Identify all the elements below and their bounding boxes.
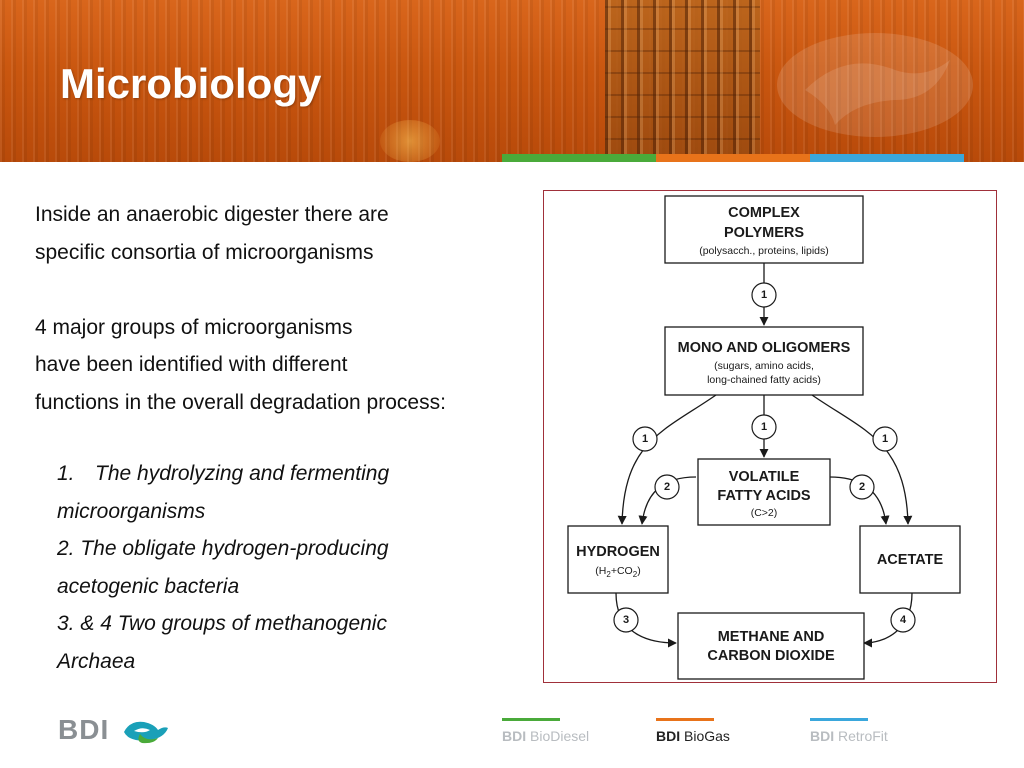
groups-line: functions in the overall degradation process:: [35, 390, 446, 414]
step-label-3: 3: [622, 614, 630, 626]
methane-box: [678, 613, 864, 679]
banner-light-glow: [380, 120, 440, 162]
microorganism-list: [57, 455, 527, 680]
step-label-1: 1: [760, 289, 768, 301]
mono-oligomers-title: MONO AND OLIGOMERS: [677, 340, 851, 356]
brand-bar-blue: [810, 718, 868, 721]
list-item: [57, 455, 527, 493]
methane-title: METHANE AND: [717, 629, 825, 645]
vfa-title: VOLATILE: [728, 469, 800, 485]
header-banner: [0, 0, 1024, 162]
degradation-flow-svg: [544, 191, 998, 684]
groups-line: have been identified with different: [35, 353, 348, 376]
methane-title: CARBON DIOXIDE: [707, 648, 835, 664]
intro-line: specific consortia of microorganisms: [35, 240, 374, 264]
vfa-title: FATTY ACIDS: [717, 488, 811, 504]
list-number: 1.: [57, 462, 75, 485]
brand-bar-orange: [656, 718, 714, 721]
complex-polymers-title: POLYMERS: [723, 225, 805, 241]
step-label-1: 1: [641, 433, 649, 445]
brand-prefix: BDI: [502, 728, 527, 744]
degradation-diagram: [543, 190, 997, 683]
step-label-4: 4: [899, 614, 907, 626]
intro-line: Inside an anaerobic digester there are: [35, 203, 389, 226]
list-item-continuation: Archaea: [57, 649, 136, 673]
page-title: Microbiology: [60, 60, 322, 107]
brand-bar-green: [502, 718, 560, 721]
mono-oligomers-subtitle: (sugars, amino acids,: [714, 360, 814, 372]
bdi-bird-logo-icon: [120, 716, 172, 746]
complex-polymers-title: COMPLEX: [728, 205, 800, 221]
step-label-1: 1: [881, 433, 889, 445]
banner-structure-image: [605, 0, 760, 162]
complex-polymers-subtitle: (polysacch., proteins, lipids): [699, 245, 829, 257]
brand-name: RetroFit: [838, 728, 888, 744]
logo-text: BDI: [58, 714, 110, 745]
vfa-subtitle: (C>2): [750, 507, 778, 519]
list-item-continuation: acetogenic bacteria: [57, 574, 240, 598]
list-item-continuation: microorganisms: [57, 499, 206, 523]
step-label-1: 1: [760, 421, 768, 433]
brand-name: BioDiesel: [530, 728, 590, 744]
acetate-title: ACETATE: [876, 552, 944, 568]
hydrogen-subtitle: $(H_2+CO_2)$: [595, 565, 641, 579]
brand-prefix: BDI: [810, 728, 835, 744]
mono-oligomers-subtitle: long-chained fatty acids): [707, 374, 821, 386]
bdi-logo: [58, 712, 178, 748]
accent-strip-green: [502, 154, 656, 162]
bird-watermark-icon: [775, 30, 975, 140]
hydrogen-title: HYDROGEN: [576, 544, 660, 560]
list-item-text: The hydrolyzing and fermenting: [95, 462, 390, 485]
brand-prefix: BDI: [656, 728, 681, 744]
accent-strip-blue: [810, 154, 964, 162]
body-text: [35, 196, 540, 421]
list-item: 3. & 4 Two groups of methanogenic: [57, 612, 387, 635]
accent-strip-orange: [656, 154, 810, 162]
groups-line: 4 major groups of microorganisms: [35, 315, 353, 339]
list-item: 2. The obligate hydrogen-producing: [57, 537, 389, 560]
brand-name: BioGas: [684, 728, 730, 744]
step-label-2: 2: [663, 481, 671, 493]
step-label-2: 2: [858, 481, 866, 493]
